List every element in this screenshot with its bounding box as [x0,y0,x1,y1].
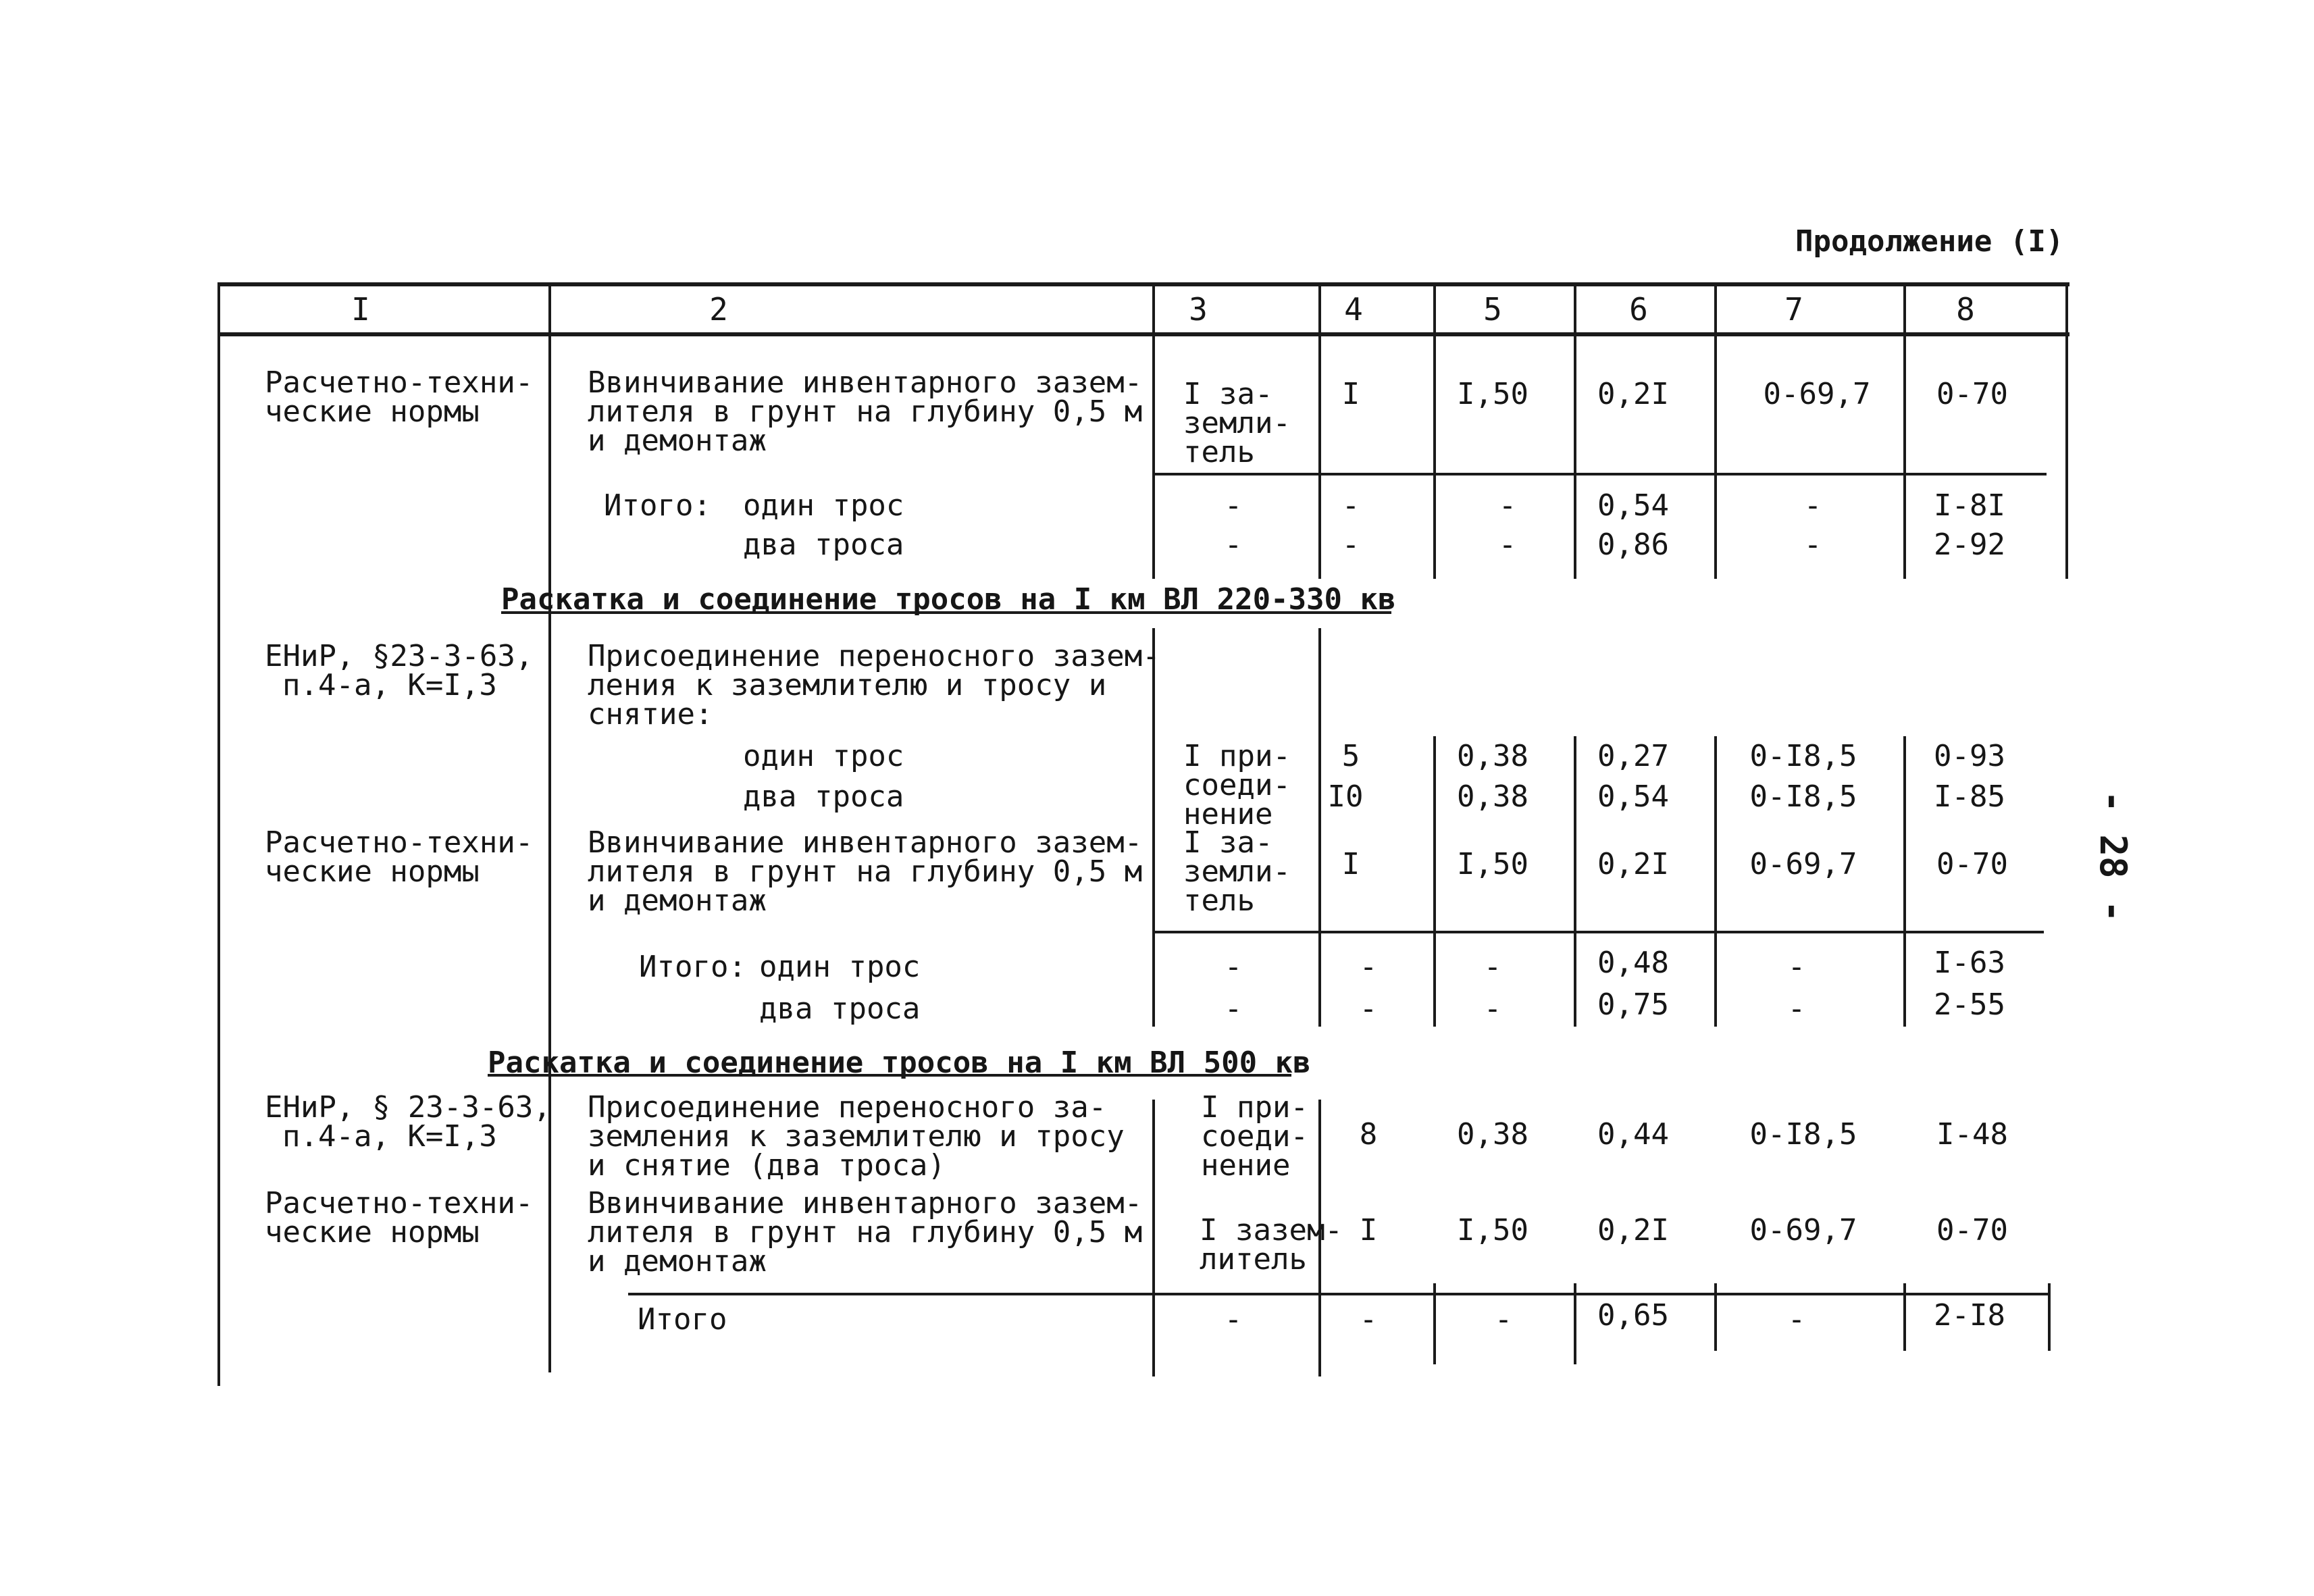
header-right-border [2065,282,2068,335]
total3-c5: - [1494,1302,1513,1337]
block4-unit-line3: нение [1201,1148,1291,1183]
block1-unit-line2: земли- [1183,406,1291,440]
section2-heading: Раскатка и соединение тросов на I км ВЛ 500 кв [488,1046,1311,1080]
total2-row2-text: два троса [759,992,921,1026]
block2-row2-c5: 0,38 [1457,779,1528,814]
total2-row2-c5: - [1483,992,1502,1026]
col-sep-4-5 [1433,282,1436,335]
block2-unit-line1: I при- [1183,739,1291,773]
block2-row2-c4: I0 [1327,779,1364,814]
total1-row2-text: два троса [743,527,904,562]
block1-c4: I [1341,377,1360,411]
col-header-7: 7 [1784,291,1803,328]
total2-row2-c6: 0,75 [1597,987,1669,1022]
header-left-border [217,282,220,335]
total2-row1-c7: - [1787,950,1806,984]
total3-c6: 0,65 [1597,1298,1669,1333]
total1-row1-c6: 0,54 [1597,488,1669,523]
body-left-border [217,332,220,1386]
total2-row1-c6: 0,48 [1597,946,1669,980]
table-top-border [217,282,2069,286]
col-sep-7-8 [1903,282,1906,335]
block3-c6: 0,2I [1597,847,1669,881]
body-sep-7-8-a [1903,332,1906,579]
total2-row2-c4: - [1359,992,1378,1026]
block2-row1-c7: 0-I8,5 [1749,739,1857,773]
total2-row2-c7: - [1787,992,1806,1026]
block4-unit-line1: I при- [1201,1090,1308,1125]
body-sep-5-6-b [1574,736,1576,1027]
body-sep-6-7-b [1714,736,1717,1027]
page-number: - 28 - [2092,790,2134,923]
col-header-5: 5 [1483,291,1502,328]
header-bottom-border [217,332,2069,336]
total1-row1-c3: - [1224,488,1243,523]
block1-unit-line1: I за- [1183,377,1273,411]
col-sep-5-6 [1574,282,1576,335]
col-header-4: 4 [1344,291,1363,328]
total3-label: Итого [638,1302,727,1337]
block5-c8: 0-70 [1936,1213,2008,1247]
block4-source-line2: п.4-а, К=I,3 [282,1119,497,1154]
block5-unit-line1: I зазем- [1200,1213,1343,1247]
subtotal3-rule [628,1293,2049,1295]
total1-row1-c8: I-8I [1934,488,2005,523]
block5-work-line1: Ввинчивание инвентарного зазем- [588,1186,1143,1220]
body-sep-2-3-a [1152,332,1155,579]
block3-c7: 0-69,7 [1749,847,1857,881]
body-sep-6-7-a [1714,332,1717,579]
body-right-border-a [2065,332,2068,579]
total2-row1-c4: - [1359,950,1378,984]
block5-unit-line2: литель [1200,1242,1307,1277]
total2-row1-c5: - [1483,950,1502,984]
col-header-8: 8 [1956,291,1975,328]
block1-c8: 0-70 [1936,377,2008,411]
total1-row2-c4: - [1341,527,1360,562]
block3-unit-line3: тель [1183,883,1255,918]
block5-c5: I,50 [1457,1213,1528,1247]
col-header-3: 3 [1189,291,1208,328]
body-sep-3-4-b [1318,628,1321,1027]
col-header-1: I [351,291,370,328]
block2-row1-text: один трос [743,739,904,773]
block1-source-line1: Расчетно-техни- [265,365,534,400]
block2-work-line2: ления к заземлителю и тросу и [588,668,1107,702]
subtotal2-rule [1152,931,2044,933]
total1-row1-c7: - [1803,488,1822,523]
block2-row2-c7: 0-I8,5 [1749,779,1857,814]
block4-c8: I-48 [1936,1117,2008,1152]
block3-unit-line1: I за- [1183,825,1273,860]
col-header-2: 2 [709,291,728,328]
block4-c7: 0-I8,5 [1749,1117,1857,1152]
col-header-6: 6 [1629,291,1648,328]
total1-row2-c5: - [1498,527,1517,562]
total3-c3: - [1224,1302,1243,1337]
total2-row1-c8: I-63 [1934,946,2005,980]
block2-unit-line2: соеди- [1183,768,1291,802]
body-sep-5-6-a [1574,332,1576,579]
total1-row2-c3: - [1224,527,1243,562]
subtotal1-rule [1152,473,2047,475]
col-sep-2-3 [1152,282,1155,335]
col-sep-1-2 [548,282,551,335]
total1-row2-c7: - [1803,527,1822,562]
total2-row2-c8: 2-55 [1934,987,2005,1022]
block3-unit-line2: земли- [1183,854,1291,889]
block4-unit-line2: соеди- [1201,1119,1308,1154]
body-sep-4-5-a [1433,332,1436,579]
block5-source-line2: ческие нормы [265,1215,480,1250]
total1-row2-c6: 0,86 [1597,527,1669,562]
block4-source-line1: ЕНиР, § 23-3-63, [265,1090,551,1125]
total1-row1-c4: - [1341,488,1360,523]
block5-work-line3: и демонтаж [588,1244,767,1279]
block5-c4: I [1359,1213,1378,1247]
block1-work-line1: Ввинчивание инвентарного зазем- [588,365,1143,400]
body-sep-1-2 [548,332,551,1372]
block5-work-line2: лителя в грунт на глубину 0,5 м [588,1215,1143,1250]
block2-source-line2: п.4-а, К=I,3 [282,668,497,702]
body-sep-4-5-b [1433,736,1436,1027]
total1-row2-c8: 2-92 [1934,527,2005,562]
block3-c8: 0-70 [1936,847,2008,881]
block1-c6: 0,2I [1597,377,1669,411]
block2-work-line1: Присоединение переносного зазем- [588,639,1160,673]
section1-heading: Раскатка и соединение тросов на I км ВЛ 220-330 кв [501,582,1396,617]
block2-work-line3: снятие: [588,697,713,731]
total3-c8: 2-I8 [1934,1298,2005,1333]
col-sep-3-4 [1318,282,1321,335]
block2-row1-c4: 5 [1341,739,1360,773]
block4-c5: 0,38 [1457,1117,1528,1152]
body-sep-2-3-c [1152,1100,1155,1376]
block4-work-line3: и снятие (два троса) [588,1148,946,1183]
block4-c4: 8 [1359,1117,1378,1152]
col-sep-6-7 [1714,282,1717,335]
block3-c5: I,50 [1457,847,1528,881]
total2-row1-c3: - [1224,950,1243,984]
block2-row2-c6: 0,54 [1597,779,1669,814]
block5-c6: 0,2I [1597,1213,1669,1247]
block3-work-line3: и демонтаж [588,883,767,918]
total2-row2-c3: - [1224,992,1243,1026]
body-sep-3-4-a [1318,332,1321,579]
block2-row2-text: два троса [743,779,904,814]
block1-c7: 0-69,7 [1763,377,1871,411]
body-sep-4-5-c [1433,1283,1436,1364]
block5-c7: 0-69,7 [1749,1213,1857,1247]
continuation-label: Продолжение (I) [1795,224,2064,259]
block4-c6: 0,44 [1597,1117,1669,1152]
total3-c4: - [1359,1302,1378,1337]
block1-c5: I,50 [1457,377,1528,411]
total1-row1-text: один трос [743,488,904,523]
block3-work-line2: лителя в грунт на глубину 0,5 м [588,854,1143,889]
body-sep-7-8-b [1903,736,1906,1027]
total3-c7: - [1787,1302,1806,1337]
total2-label: Итого: [639,950,746,984]
block5-source-line1: Расчетно-техни- [265,1186,534,1220]
block3-work-line1: Ввинчивание инвентарного зазем- [588,825,1143,860]
block2-row1-c5: 0,38 [1457,739,1528,773]
block2-source-line1: ЕНиР, §23-3-63, [265,639,534,673]
block1-work-line2: лителя в грунт на глубину 0,5 м [588,394,1143,429]
block3-source-line1: Расчетно-техни- [265,825,534,860]
block1-source-line2: ческие нормы [265,394,480,429]
body-sep-2-3-b [1152,628,1155,1027]
total2-row1-text: один трос [759,950,921,984]
block3-source-line2: ческие нормы [265,854,480,889]
total1-label: Итого: [604,488,711,523]
block1-unit-line3: тель [1183,435,1255,469]
block4-work-line1: Присоединение переносного за- [588,1090,1107,1125]
total1-row1-c5: - [1498,488,1517,523]
block2-row1-c8: 0-93 [1934,739,2005,773]
block2-row1-c6: 0,27 [1597,739,1669,773]
block4-work-line2: земления к заземлителю и тросу [588,1119,1125,1154]
block2-row2-c8: I-85 [1934,779,2005,814]
block3-c4: I [1341,847,1360,881]
block2-unit-line3: нение [1183,797,1273,831]
body-sep-5-6-c [1574,1283,1576,1364]
block1-work-line3: и демонтаж [588,423,767,458]
